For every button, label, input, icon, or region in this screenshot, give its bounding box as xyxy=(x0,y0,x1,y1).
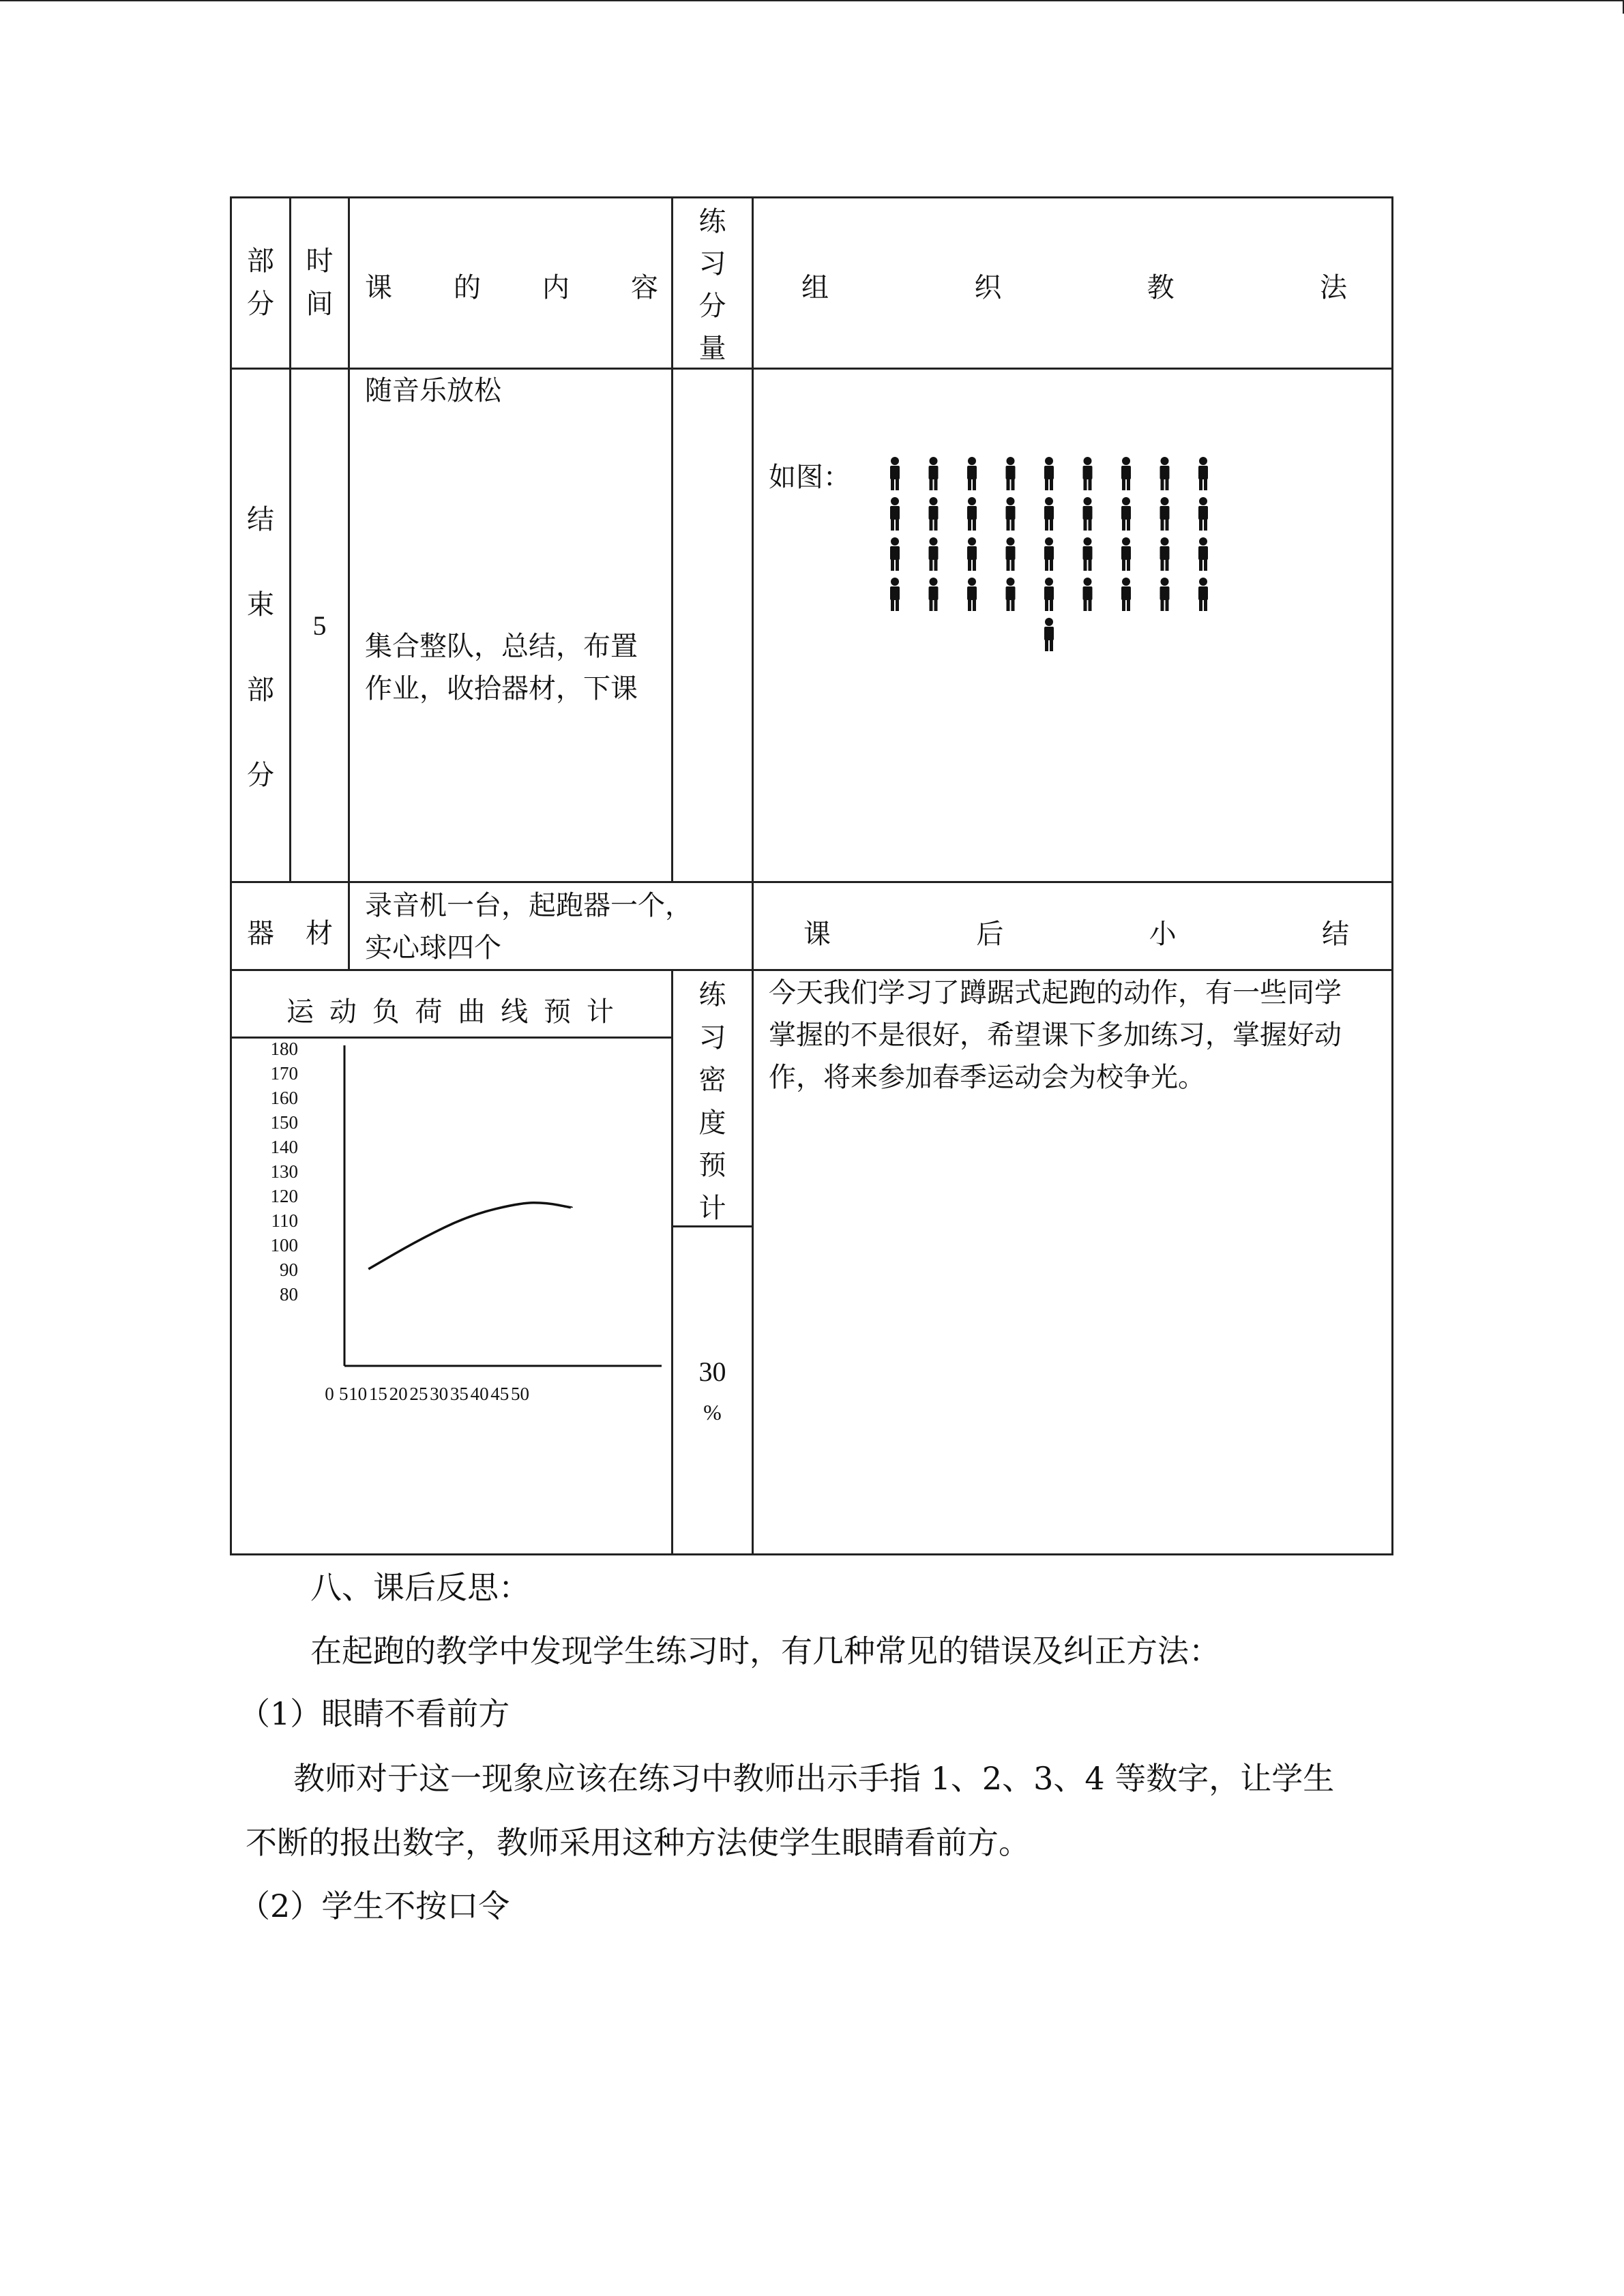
header-time: 时 间 xyxy=(306,245,334,320)
equipment-label: 器 材 xyxy=(247,918,333,949)
student-figure xyxy=(1083,497,1093,531)
student-figure xyxy=(1121,537,1131,571)
y-tick-label: 180 xyxy=(270,1039,298,1059)
student-figure xyxy=(929,537,939,571)
student-figure xyxy=(1121,497,1131,531)
y-tick-label: 90 xyxy=(280,1259,298,1280)
header-method: 组 织 教 法 xyxy=(801,272,1347,303)
ending-time: 5 xyxy=(312,610,327,641)
x-tick-label: 35 xyxy=(449,1384,469,1404)
student-figure xyxy=(890,537,900,571)
student-figure xyxy=(1006,457,1016,490)
equipment-line-2: 实心球四个 xyxy=(365,932,501,964)
student-figure xyxy=(1160,537,1170,571)
student-figure xyxy=(929,457,939,490)
y-tick-label: 140 xyxy=(270,1137,298,1157)
ending-content-line-1: 集合整队，总结，布置 xyxy=(365,631,638,662)
student-figure xyxy=(1006,578,1016,611)
density-label: 练 习 密 度 预 计 xyxy=(698,979,726,1224)
student-figure xyxy=(890,497,900,531)
y-tick-label: 110 xyxy=(271,1210,298,1231)
student-figure xyxy=(1083,578,1093,611)
student-figure xyxy=(890,578,900,611)
student-figure xyxy=(929,497,939,531)
student-figure xyxy=(1006,497,1016,531)
student-figure xyxy=(1044,457,1054,490)
student-figure xyxy=(890,457,900,490)
x-tick-label: 5 xyxy=(339,1384,349,1404)
y-tick-label: 160 xyxy=(270,1088,298,1108)
student-figure xyxy=(1160,497,1170,531)
formation-label: 如图： xyxy=(769,462,851,493)
ending-relax: 随音乐放松 xyxy=(365,375,501,406)
student-figure xyxy=(967,457,977,490)
y-tick-label: 150 xyxy=(270,1112,298,1133)
reflection-item2-title: （2）学生不按口令 xyxy=(239,1888,510,1924)
header-amount: 练 习 分 量 xyxy=(698,206,726,364)
x-tick-label: 25 xyxy=(409,1384,428,1404)
x-tick-label: 45 xyxy=(490,1384,510,1404)
student-figure xyxy=(1160,578,1170,611)
student-figure xyxy=(967,497,977,531)
x-tick-label: 50 xyxy=(511,1384,530,1404)
student-figure xyxy=(1044,618,1054,651)
summary-header: 课 后 小 结 xyxy=(803,919,1349,950)
student-figure xyxy=(1083,457,1093,490)
reflection-item1-body-2: 不断的报出数字，教师采用这种方法使学生眼睛看前方。 xyxy=(246,1824,1030,1861)
student-figure xyxy=(967,537,977,571)
student-figure xyxy=(1198,537,1208,571)
student-figure xyxy=(967,578,977,611)
reflection-heading: 八、课后反思： xyxy=(310,1569,530,1606)
student-figure xyxy=(1044,537,1054,571)
formation-diagram xyxy=(887,456,1228,667)
student-figure xyxy=(1044,497,1054,531)
y-tick-label: 120 xyxy=(270,1186,298,1206)
student-figure xyxy=(1198,457,1208,490)
header-content: 课 的 内 容 xyxy=(365,272,658,303)
student-figure xyxy=(1198,578,1208,611)
student-figure xyxy=(929,578,939,611)
ending-part-label: 结 束 部 分 xyxy=(247,504,274,791)
student-figure xyxy=(1121,578,1131,611)
summary-line-3: 作，将来参加春季运动会为校争光。 xyxy=(769,1062,1205,1093)
student-figure xyxy=(1006,537,1016,571)
header-part: 部 分 xyxy=(247,245,274,320)
y-tick-label: 130 xyxy=(270,1161,298,1182)
load-curve-chart xyxy=(232,1039,671,1420)
reflection-item1-body-1: 教师对于这一现象应该在练习中教师出示手指 1、2、3、4 等数字，让学生 xyxy=(293,1760,1335,1797)
summary-line-2: 掌握的不是很好，希望课下多加练习，掌握好动 xyxy=(769,1019,1342,1051)
student-figure xyxy=(1044,578,1054,611)
x-tick-label: 40 xyxy=(470,1384,489,1404)
student-figure xyxy=(1198,497,1208,531)
student-figure xyxy=(1083,537,1093,571)
load-curve-title: 运 动 负 荷 曲 线 预 计 xyxy=(286,996,614,1028)
reflection-intro: 在起跑的教学中发现学生练习时，有几种常见的错误及纠正方法： xyxy=(310,1632,1220,1669)
load-curve-line xyxy=(368,1203,572,1269)
y-tick-label: 100 xyxy=(270,1235,298,1255)
student-figure xyxy=(1121,457,1131,490)
x-tick-label: 30 xyxy=(430,1384,449,1404)
summary-line-1: 今天我们学习了蹲踞式起跑的动作，有一些同学 xyxy=(769,977,1342,1009)
equipment-line-1: 录音机一台，起跑器一个， xyxy=(365,890,692,921)
x-tick-label: 10 xyxy=(349,1384,368,1404)
y-tick-label: 170 xyxy=(270,1063,298,1084)
page-top-border xyxy=(0,0,1624,1)
x-tick-label: 0 xyxy=(325,1384,334,1404)
x-tick-label: 15 xyxy=(368,1384,387,1404)
density-unit: % xyxy=(703,1400,722,1425)
density-value: 30 xyxy=(698,1356,726,1387)
ending-content-line-2: 作业，收拾器材，下课 xyxy=(365,673,638,704)
reflection-item1-title: （1）眼睛不看前方 xyxy=(239,1695,510,1732)
y-tick-label: 80 xyxy=(280,1284,298,1304)
x-tick-label: 20 xyxy=(389,1384,408,1404)
student-figure xyxy=(1160,457,1170,490)
